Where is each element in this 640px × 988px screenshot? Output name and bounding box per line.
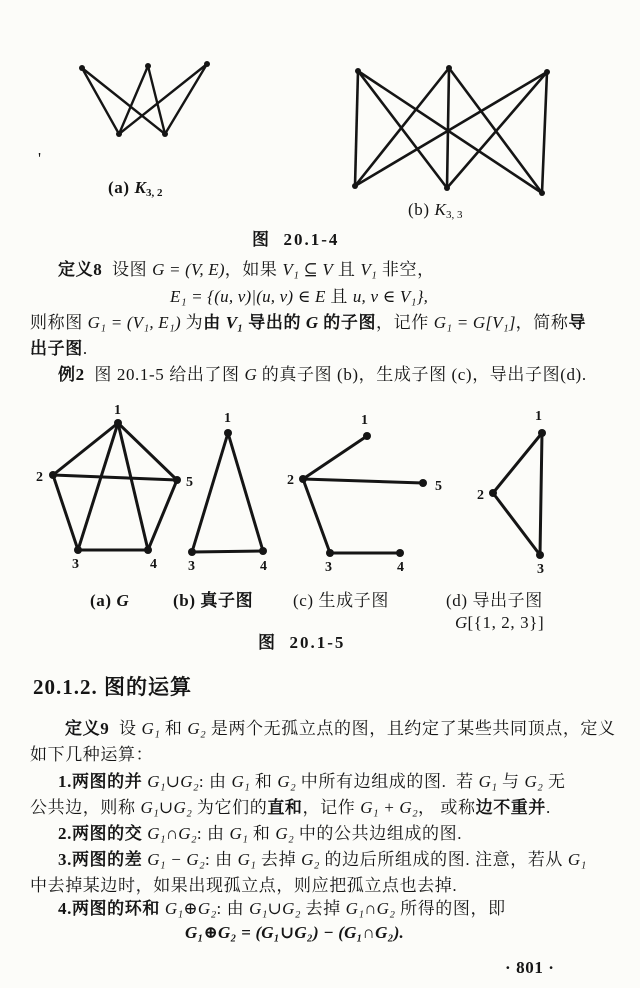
graph-vertex: [544, 69, 550, 75]
text-line-stray-mark: [38, 148, 42, 170]
text-segment: ， 或称: [417, 798, 476, 817]
text-segment: 公共边，则称: [30, 798, 141, 817]
text-segment: 如下几种运算：: [30, 745, 154, 764]
text-segment: G₁∩G₂: [345, 899, 396, 918]
text-segment: (a): [108, 178, 135, 197]
vertex-label: 1: [114, 403, 121, 418]
text-segment: 所得的图，即: [395, 899, 506, 918]
text-line-cap-a: [90, 590, 129, 612]
text-segment: .: [546, 798, 551, 817]
text-segment: 无: [543, 772, 566, 791]
text-segment: G₁∪G₂: [140, 798, 193, 817]
text-line-section-heading: [33, 674, 192, 700]
text-segment: G₁: [141, 719, 161, 738]
graph-vertex: [79, 65, 85, 71]
vertex-label: 3: [72, 557, 79, 572]
text-segment: 是两个无孤立点的图，且约定了某些共同顶点，定义: [205, 719, 616, 738]
vertex-label: 4: [260, 559, 267, 574]
text-line-fig5-caption: [258, 632, 345, 654]
graph-vertex: [444, 185, 450, 191]
text-segment: G₂: [275, 824, 294, 843]
text-segment: (b) 真子图: [173, 591, 254, 610]
text-segment: 去掉: [300, 899, 346, 918]
graph-vertex: [188, 548, 196, 556]
text-line-def9-line1: [65, 718, 616, 740]
graph-edge: [118, 423, 177, 480]
graph-edge: [447, 72, 547, 188]
text-segment: : 由: [196, 824, 230, 843]
vertex-label: 3: [325, 560, 332, 575]
text-segment: ，记作: [376, 313, 434, 332]
text-segment: 例2: [58, 365, 85, 384]
text-segment: G₁∪G₂: [249, 899, 301, 918]
text-segment: 定义9: [65, 719, 110, 738]
text-segment: G₂: [524, 772, 544, 791]
graph-vertex: [419, 479, 427, 487]
figure-proper-subgraph: [180, 400, 290, 580]
vertex-label: 2: [477, 488, 484, 503]
graph-vertex: [539, 190, 545, 196]
graph-vertex: [489, 489, 497, 497]
graph-edge: [493, 493, 540, 555]
graph-edge: [542, 72, 547, 193]
vertex-label: 5: [435, 479, 442, 494]
graph-vertex: [352, 183, 358, 189]
vertex-label: 3: [537, 562, 544, 577]
text-segment: G: [305, 313, 319, 332]
text-segment: : 由: [204, 850, 238, 869]
vertex-label: 4: [150, 557, 157, 572]
text-line-def8-line4: [30, 338, 88, 360]
text-segment: 中的公共边组成的图.: [293, 824, 463, 843]
graph-vertex: [49, 471, 57, 479]
text-segment: 出子图: [30, 339, 83, 358]
graph-edge: [192, 551, 263, 552]
text-segment: V₁: [225, 313, 244, 332]
graph-edge: [82, 68, 119, 134]
text-segment: 中所有边组成的图. 若: [295, 772, 479, 791]
text-segment: G₁: [231, 772, 251, 791]
text-segment: 边不重并: [475, 798, 546, 817]
graph-vertex: [204, 61, 210, 67]
text-segment: G = (V, E): [152, 260, 225, 279]
text-line-formula: [185, 922, 404, 944]
figure-induced-subgraph: [465, 400, 585, 580]
graph-edge: [53, 475, 177, 480]
graph-vertex: [74, 546, 82, 554]
text-segment: 的真子图 (b)，生成子图 (c)，导出子图(d).: [256, 365, 587, 384]
graph-k33-svg: [345, 55, 560, 200]
text-line-item3-line1: [58, 849, 586, 871]
graph-vertex: [114, 419, 122, 427]
text-segment: 20.1.2. 图的运算: [33, 675, 192, 699]
graph-g-svg: [30, 400, 200, 580]
text-segment: 和: [160, 719, 188, 738]
text-line-item3-line2: [30, 875, 457, 897]
text-segment: 2.两图的交: [58, 824, 148, 843]
text-segment: V₁ ⊆ V: [282, 260, 333, 279]
graph-vertex: [116, 131, 122, 137]
text-segment: K: [134, 178, 147, 197]
text-line-cap-d: [446, 590, 543, 612]
text-line-cap-k33: [408, 199, 463, 226]
vertex-label: 2: [287, 473, 294, 488]
graph-vertex: [355, 68, 361, 74]
text-line-item2: [58, 823, 462, 845]
text-segment: ，如果: [224, 260, 283, 279]
text-segment: G₁: [229, 824, 249, 843]
text-segment: 的子图: [318, 313, 377, 332]
text-segment: 和: [248, 824, 276, 843]
graph-edge: [493, 433, 542, 493]
graph-vertex: [162, 131, 168, 137]
text-segment: .: [82, 339, 88, 358]
graph-edge: [540, 433, 542, 555]
text-segment: G₁∩G₂: [147, 824, 197, 843]
text-line-item1-line2: [30, 797, 551, 819]
graph-vertex: [363, 432, 371, 440]
text-segment: 导出的: [243, 313, 306, 332]
text-segment: 和: [250, 772, 278, 791]
vertex-label: 1: [361, 413, 368, 428]
text-line-example2: [58, 364, 587, 386]
text-segment: 图 20.1-4: [252, 230, 340, 249]
graph-edge: [192, 433, 228, 552]
graph-edge: [355, 71, 358, 186]
text-line-cap-b: [173, 590, 253, 612]
text-segment: 中去掉某边时，如果出现孤立点，则应把孤立点也去掉.: [30, 876, 458, 895]
text-segment: G₂: [277, 772, 296, 791]
text-segment: 与: [497, 772, 525, 791]
text-segment: · 801 ·: [505, 958, 555, 977]
text-segment: : 由: [198, 772, 232, 791]
text-segment: 且: [333, 260, 361, 279]
vertex-label: 2: [36, 470, 43, 485]
graph-edge: [303, 479, 330, 553]
text-line-def9-line2: [30, 744, 153, 766]
text-line-item4: [58, 898, 506, 920]
text-segment: G: [244, 365, 257, 384]
text-segment: u, v ∈ V₁},: [352, 287, 429, 306]
graph-vertex: [224, 429, 232, 437]
graph-spanning-subgraph-svg: [285, 400, 450, 580]
text-line-cap-c: [293, 590, 389, 612]
text-segment: G₂: [301, 850, 320, 869]
text-segment: G: [116, 591, 129, 610]
figure-k32-complete-bipartite-graph: [40, 50, 250, 145]
text-segment: 图 20.1-5: [258, 633, 346, 652]
text-segment: 设图: [102, 260, 153, 279]
text-segment: 为: [180, 313, 204, 332]
vertex-label: 4: [397, 560, 404, 575]
text-line-page-number: [505, 957, 555, 979]
text-segment: (a): [90, 591, 117, 610]
text-segment: : 由: [216, 899, 250, 918]
text-segment: (d) 导出子图: [446, 591, 543, 610]
figure-graph-g: [30, 400, 200, 580]
text-segment: 的边后所组成的图. 注意，若从: [319, 850, 568, 869]
vertex-label: 1: [535, 409, 542, 424]
text-segment: ': [38, 149, 42, 168]
text-segment: G₁: [478, 772, 498, 791]
graph-vertex: [396, 549, 404, 557]
graph-k32-svg: [40, 50, 250, 145]
graph-proper-subgraph-svg: [180, 400, 290, 580]
graph-edge: [303, 436, 367, 479]
text-segment: 去掉: [256, 850, 302, 869]
text-segment: 非空，: [377, 260, 435, 279]
text-segment: 由: [203, 313, 226, 332]
graph-vertex: [259, 547, 267, 555]
text-segment: G₁: [237, 850, 257, 869]
graph-edge: [148, 480, 177, 550]
graph-vertex: [144, 546, 152, 554]
text-segment: 直和: [267, 798, 303, 817]
text-segment: 导: [568, 313, 587, 332]
text-segment: 则称图: [30, 313, 88, 332]
text-segment: 1.两图的并: [58, 772, 148, 791]
text-segment: G₁⊕G₂ = (G₁∪G₂) − (G₁∩G₂).: [185, 923, 405, 942]
text-segment: (b): [408, 200, 435, 219]
text-segment: G₁ + G₂: [360, 798, 418, 817]
text-line-cap-d-line2: [455, 612, 544, 634]
graph-vertex: [538, 429, 546, 437]
text-segment: 且: [325, 287, 353, 306]
text-segment: 4.两图的环和: [58, 899, 165, 918]
text-segment: G₁∪G₂: [147, 772, 199, 791]
text-line-fig4-caption: [252, 229, 339, 251]
text-segment: ，记作: [302, 798, 361, 817]
graph-vertex: [299, 475, 307, 483]
graph-vertex: [446, 65, 452, 71]
text-segment: E₁ = {(u, v)|(u, v) ∈ E: [170, 287, 326, 306]
figure-spanning-subgraph: [285, 400, 450, 580]
graph-edge: [303, 479, 423, 483]
figure-k33-complete-bipartite-graph: [345, 55, 560, 200]
text-segment: G: [455, 613, 468, 632]
graph-edge: [53, 475, 78, 550]
text-segment: G₁: [567, 850, 587, 869]
graph-vertex: [326, 549, 334, 557]
text-line-def8-line2: [170, 286, 428, 308]
vertex-label: 3: [188, 559, 195, 574]
graph-edge: [447, 68, 449, 188]
graph-vertex: [536, 551, 544, 559]
graph-vertex: [145, 63, 151, 69]
text-segment: 3.两图的差: [58, 850, 148, 869]
text-segment: [{1, 2, 3}]: [467, 613, 545, 632]
text-segment: 为它们的: [192, 798, 268, 817]
graph-edge: [165, 64, 207, 134]
text-line-item1-line1: [58, 771, 566, 793]
graph-edge: [78, 423, 118, 550]
text-line-def8-line1: [58, 259, 435, 281]
text-segment: 设: [109, 719, 142, 738]
text-segment: 图 20.1-5 给出了图: [84, 365, 245, 384]
text-segment: V₁: [360, 260, 378, 279]
graph-edge: [118, 423, 148, 550]
vertex-label: 5: [186, 475, 193, 490]
graph-edge: [228, 433, 263, 551]
text-segment: 3, 3: [446, 209, 463, 221]
text-segment: G₁⊕G₂: [164, 899, 217, 918]
text-segment: G₁ = (V₁, E₁): [87, 313, 181, 332]
graph-induced-subgraph-svg: [465, 400, 585, 580]
text-line-def8-line3: [30, 312, 586, 334]
graph-edge: [358, 71, 542, 193]
vertex-label: 1: [224, 411, 231, 426]
text-line-cap-k32: [108, 177, 163, 204]
text-segment: G₂: [187, 719, 206, 738]
text-segment: G₁ = G[V₁]: [433, 313, 516, 332]
text-segment: ，简称: [515, 313, 569, 332]
text-segment: (c) 生成子图: [293, 591, 389, 610]
text-segment: 3, 2: [146, 187, 163, 199]
text-segment: G₁ − G₂: [147, 850, 205, 869]
text-segment: 定义8: [58, 260, 103, 279]
text-segment: K: [434, 200, 447, 219]
